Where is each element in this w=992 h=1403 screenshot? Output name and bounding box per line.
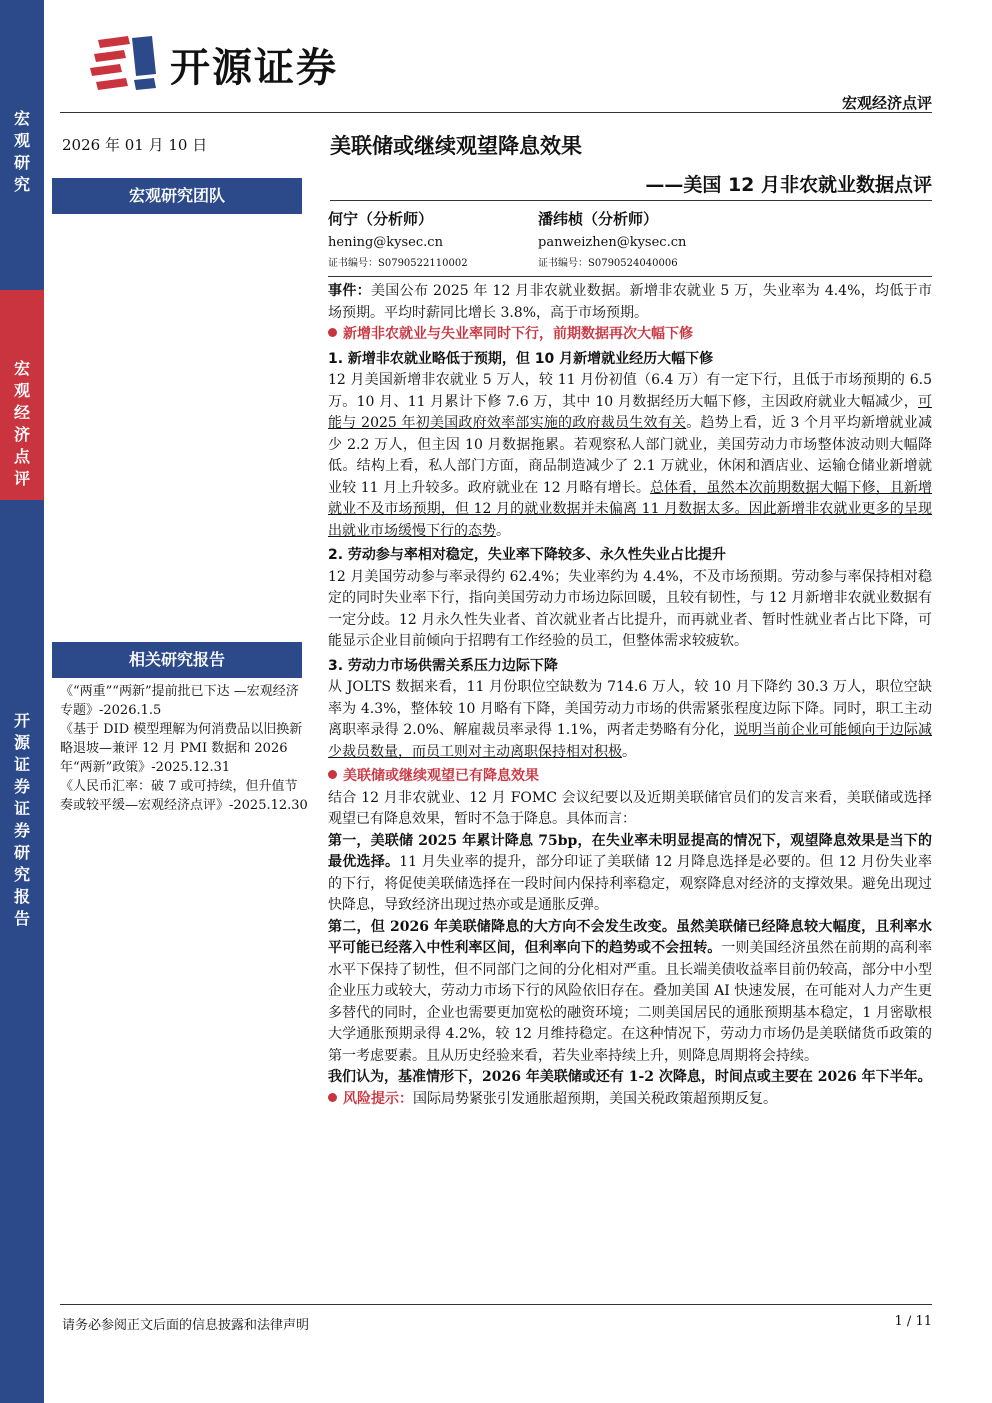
analyst-cert: 证书编号：S0790524040006 xyxy=(538,258,678,269)
section-heading-3: 3. 劳动力市场供需关系压力边际下降 xyxy=(328,657,558,674)
section-bullet-2 xyxy=(328,766,932,788)
related-item[interactable]: 《“两重”“两新”提前批已下达 —宏观经济专题》-2026.1.5 xyxy=(60,684,299,718)
event-text: 美国公布 2025 年 12 月非农就业数据。新增非农就业 5 万，失业率为 4.4%，均低于市场预期。平均时薪同比增长 3.8%，高于市场预期。 xyxy=(328,283,933,321)
report-category: 宏观经济点评 xyxy=(841,94,932,112)
text-run: 12 月美国新增非农就业 5 万人，较 11 月份初值（6.4 万）有一定下行，且低于市场预期的 6.5 万。10 月、11 月累计下修 7.6 万，其中 10 月数据经历大幅下修，主因政府就业大幅减少， xyxy=(328,372,932,410)
text-run: 一则美国经济虽然在前期的高利率水平下保持了韧性，但不同部门之间的分化相对严重。且长端美债收益率目前仍较高，部分中小型企业压力或较大，劳动力市场下行的风险依旧存在。叠加美国 AI 快速发展，在可能对人力产生更多替代的同时，企业也需要更加宽松的融资环境；二则美国居民的通胀预期基本稳定，1 月密歇根大学通胀预期录得 4.2%，较 12 月维持稳定。在这种情况下，劳动力市场仍是美联储货币政策的第一考虑要素。且从历史经验来看，若失业率持续上升，则降息周期将会持续。 xyxy=(328,940,933,1064)
paragraph-2: 12 月美国劳动参与率录得约 62.4%；失业率约为 4.4%，不及市场预期。劳动参与率保持相对稳定的同时失业率下行，指向美国劳动力市场边际回暖，且较有韧性，与 12 月新增非农就业数据有一定分歧。12 月永久性失业者、首次就业者占比提升，而再就业者、暂时性就业者占比下降，可能显示企业目前倾向于招聘有工作经验的员工，但整体需求较疲软。 xyxy=(328,568,932,649)
bullet-dot-icon xyxy=(328,328,337,337)
text-run: 。 xyxy=(622,743,636,760)
analyst-name: 何宁（分析师） xyxy=(328,210,434,228)
bullet-text: 新增非农就业与失业率同时下行，前期数据再次大幅下修 xyxy=(343,326,693,342)
underlined-text: 总体看，虽然本次前期数据大幅下修，且新增就业不及市场预期，但 12 月的就业数据并未偏离 11 月数据太多。因此新增非农就业更多的呈现出就业市场缓慢下行的态势 xyxy=(328,479,933,539)
report-subtitle: ——美国 12 月非农就业数据点评 xyxy=(645,174,932,196)
related-item[interactable]: 《基于 DID 模型理解为何消费品以旧换新略退坡—兼评 12 月 PMI 数据和 2026 年“两新”政策》-2025.12.31 xyxy=(60,722,303,775)
team-label: 宏观研究团队 xyxy=(52,178,302,214)
page-number: 1 / 11 xyxy=(894,1314,932,1329)
title-rule xyxy=(330,200,932,201)
bullet-dot-icon xyxy=(328,1093,337,1102)
brand-name: 开源证券 xyxy=(170,45,338,91)
footer-disclaimer: 请务必参阅正文后面的信息披露和法律声明 xyxy=(62,1318,310,1333)
sidebar-label-bottom: 开源证券 证券研究报告 xyxy=(13,711,30,928)
risk-label: 风险提示： xyxy=(343,1090,413,1107)
report-title: 美联储或继续观望降息效果 xyxy=(330,134,582,158)
paragraph-5 xyxy=(328,831,932,917)
section-heading-2: 2. 劳动参与率相对稳定，失业率下降较多、永久性失业占比提升 xyxy=(328,547,726,563)
text-run: 。趋势上看，近 3 个月平均新增就业减少 2.2 万人，但主因 10 月数据拖累。若观察私人部门就业，美国劳动力市场整体波动则大幅降低。结构上看，私人部门方面，商品制造减少了 2.1 万就业，休闲和酒店业、运输仓储业新增就业较 11 月上升较多。政府就业在 12 月略有增长。 xyxy=(328,415,932,496)
text-run: 从 JOLTS 数据来看，11 月份职位空缺数为 714.6 万人，较 10 月下降约 30.3 万人，职位空缺率为 4.3%，整体较 10 月略有下降，美国劳动力市场的供需紧张程度边际下降。同时，职工主动离职率录得 2.0%、解雇裁员率录得 1.1%，两者走势略有分化， xyxy=(328,679,932,738)
analyst-name: 潘纬桢（分析师） xyxy=(538,210,659,228)
section-heading-1: 1. 新增非农就业略低于预期，但 10 月新增就业经历大幅下修 xyxy=(328,350,714,367)
text-run: 。 xyxy=(496,522,510,539)
paragraph-4: 结合 12 月非农就业、12 月 FOMC 会议纪要以及近期美联储官员们的发言来看，美联储或选择观望已有降息效果，暂时不急于降息。具体而言： xyxy=(328,789,932,827)
header-rule xyxy=(60,112,932,113)
report-date: 2026 年 01 月 10 日 xyxy=(62,136,208,154)
bullet-text: 美联储或继续观望已有降息效果 xyxy=(343,768,539,784)
main-body xyxy=(328,281,932,1110)
bold-text: 第一，美联储 2025 年累计降息 75bp，在失业率未明显提高的情况下，观望降息效果是当下的最优选择。 xyxy=(328,832,932,870)
analyst-1 xyxy=(328,208,468,269)
sidebar-label-top: 宏观研究 xyxy=(13,109,30,194)
bold-text: 第二，但 2026 年美联储降息的大方向不会发生改变。虽然美联储已经降息较大幅度，且利率水平可能已经落入中性利率区间，但利率向下的趋势或不会扭转。 xyxy=(328,918,932,956)
analyst-2 xyxy=(538,208,686,269)
underlined-text: 说明当前企业可能倾向于边际减少裁员数量，而员工则对主动离职保持相对积极 xyxy=(328,722,932,760)
section-bullet-1 xyxy=(328,324,932,346)
related-label: 相关研究报告 xyxy=(52,642,302,678)
analyst-rule xyxy=(328,276,932,277)
related-item[interactable]: 《人民币汇率：破 7 或可持续，但升值节奏或较平缓—宏观经济点评》-2025.12.30 xyxy=(60,779,308,813)
footer-rule xyxy=(60,1304,932,1305)
kysec-logo-icon xyxy=(90,34,160,90)
event-paragraph xyxy=(328,281,932,324)
event-label: 事件： xyxy=(328,283,371,299)
related-list xyxy=(60,682,310,815)
sidebar-label-mid: 宏观经济点评 xyxy=(13,359,30,488)
risk-text: 国际局势紧张引发通胀超预期，美国关税政策超预期反复。 xyxy=(413,1090,777,1107)
analyst-cert: 证书编号：S0790522110002 xyxy=(328,258,468,269)
risk-paragraph xyxy=(328,1089,932,1111)
paragraph-6 xyxy=(328,917,932,1068)
bullet-dot-icon xyxy=(328,770,337,779)
sidebar-band-bottom xyxy=(0,500,44,1403)
paragraph-3 xyxy=(328,677,932,763)
text-run: 11 月失业率的提升，部分印证了美联储 12 月降息选择是必要的。但 12 月份失业率的下行，将促使美联储选择在一段时间内保持利率稳定，观察降息对经济的支撑效果。避免出现过快降息，导致经济出现过热亦或是通胀反弹。 xyxy=(328,854,932,913)
analyst-email[interactable]: hening@kysec.cn xyxy=(328,235,443,250)
paragraph-1 xyxy=(328,370,932,542)
conclusion-paragraph: 我们认为，基准情形下，2026 年美联储或还有 1-2 次降息，时间点或主要在 2026 年下半年。 xyxy=(328,1069,932,1085)
analyst-email[interactable]: panweizhen@kysec.cn xyxy=(538,235,687,250)
underlined-text: 可能与 2025 年初美国政府效率部实施的政府裁员生效有关 xyxy=(328,393,932,431)
